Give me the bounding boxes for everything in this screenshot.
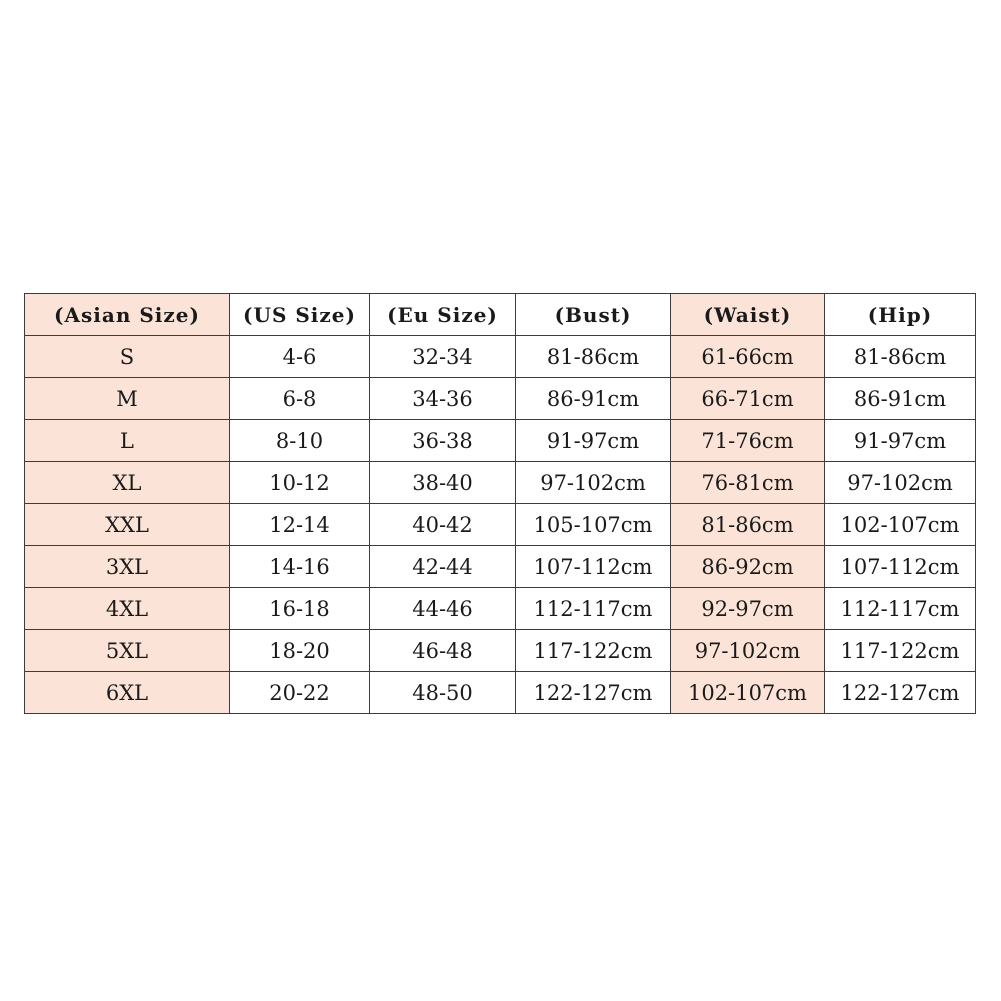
cell-us-size: 18-20 bbox=[230, 630, 370, 672]
cell-eu-size: 34-36 bbox=[370, 378, 516, 420]
cell-waist: 86-92cm bbox=[671, 546, 825, 588]
header-eu-size: (Eu Size) bbox=[370, 294, 516, 336]
cell-eu-size: 46-48 bbox=[370, 630, 516, 672]
cell-waist: 76-81cm bbox=[671, 462, 825, 504]
cell-asian-size: 3XL bbox=[25, 546, 230, 588]
cell-bust: 107-112cm bbox=[516, 546, 671, 588]
table-row bbox=[25, 672, 976, 714]
cell-hip: 112-117cm bbox=[825, 588, 976, 630]
table-row bbox=[25, 378, 976, 420]
cell-eu-size: 36-38 bbox=[370, 420, 516, 462]
cell-bust: 112-117cm bbox=[516, 588, 671, 630]
cell-waist: 71-76cm bbox=[671, 420, 825, 462]
cell-hip: 122-127cm bbox=[825, 672, 976, 714]
table-row bbox=[25, 462, 976, 504]
cell-bust: 91-97cm bbox=[516, 420, 671, 462]
cell-hip: 102-107cm bbox=[825, 504, 976, 546]
cell-us-size: 16-18 bbox=[230, 588, 370, 630]
cell-eu-size: 44-46 bbox=[370, 588, 516, 630]
cell-hip: 81-86cm bbox=[825, 336, 976, 378]
cell-asian-size: 5XL bbox=[25, 630, 230, 672]
header-asian-size: (Asian Size) bbox=[25, 294, 230, 336]
cell-us-size: 6-8 bbox=[230, 378, 370, 420]
cell-waist: 61-66cm bbox=[671, 336, 825, 378]
cell-bust: 86-91cm bbox=[516, 378, 671, 420]
table-row bbox=[25, 546, 976, 588]
cell-waist: 81-86cm bbox=[671, 504, 825, 546]
table-row bbox=[25, 588, 976, 630]
header-us-size: (US Size) bbox=[230, 294, 370, 336]
cell-hip: 97-102cm bbox=[825, 462, 976, 504]
size-chart-header bbox=[25, 294, 976, 336]
cell-asian-size: S bbox=[25, 336, 230, 378]
cell-us-size: 14-16 bbox=[230, 546, 370, 588]
cell-eu-size: 48-50 bbox=[370, 672, 516, 714]
header-hip: (Hip) bbox=[825, 294, 976, 336]
cell-eu-size: 40-42 bbox=[370, 504, 516, 546]
cell-asian-size: XL bbox=[25, 462, 230, 504]
cell-hip: 91-97cm bbox=[825, 420, 976, 462]
table-row bbox=[25, 504, 976, 546]
cell-us-size: 20-22 bbox=[230, 672, 370, 714]
cell-us-size: 8-10 bbox=[230, 420, 370, 462]
cell-bust: 81-86cm bbox=[516, 336, 671, 378]
cell-us-size: 10-12 bbox=[230, 462, 370, 504]
cell-hip: 117-122cm bbox=[825, 630, 976, 672]
cell-eu-size: 42-44 bbox=[370, 546, 516, 588]
cell-bust: 122-127cm bbox=[516, 672, 671, 714]
cell-eu-size: 32-34 bbox=[370, 336, 516, 378]
cell-waist: 102-107cm bbox=[671, 672, 825, 714]
cell-asian-size: 4XL bbox=[25, 588, 230, 630]
cell-eu-size: 38-40 bbox=[370, 462, 516, 504]
header-bust: (Bust) bbox=[516, 294, 671, 336]
table-row bbox=[25, 336, 976, 378]
cell-asian-size: M bbox=[25, 378, 230, 420]
cell-asian-size: L bbox=[25, 420, 230, 462]
cell-us-size: 4-6 bbox=[230, 336, 370, 378]
header-waist: (Waist) bbox=[671, 294, 825, 336]
cell-bust: 117-122cm bbox=[516, 630, 671, 672]
cell-bust: 105-107cm bbox=[516, 504, 671, 546]
table-row bbox=[25, 420, 976, 462]
size-chart-table bbox=[24, 293, 976, 714]
cell-waist: 97-102cm bbox=[671, 630, 825, 672]
header-row bbox=[25, 294, 976, 336]
cell-hip: 107-112cm bbox=[825, 546, 976, 588]
size-chart-body bbox=[25, 336, 976, 714]
cell-asian-size: XXL bbox=[25, 504, 230, 546]
cell-bust: 97-102cm bbox=[516, 462, 671, 504]
table-row bbox=[25, 630, 976, 672]
cell-waist: 66-71cm bbox=[671, 378, 825, 420]
cell-us-size: 12-14 bbox=[230, 504, 370, 546]
cell-asian-size: 6XL bbox=[25, 672, 230, 714]
cell-waist: 92-97cm bbox=[671, 588, 825, 630]
cell-hip: 86-91cm bbox=[825, 378, 976, 420]
